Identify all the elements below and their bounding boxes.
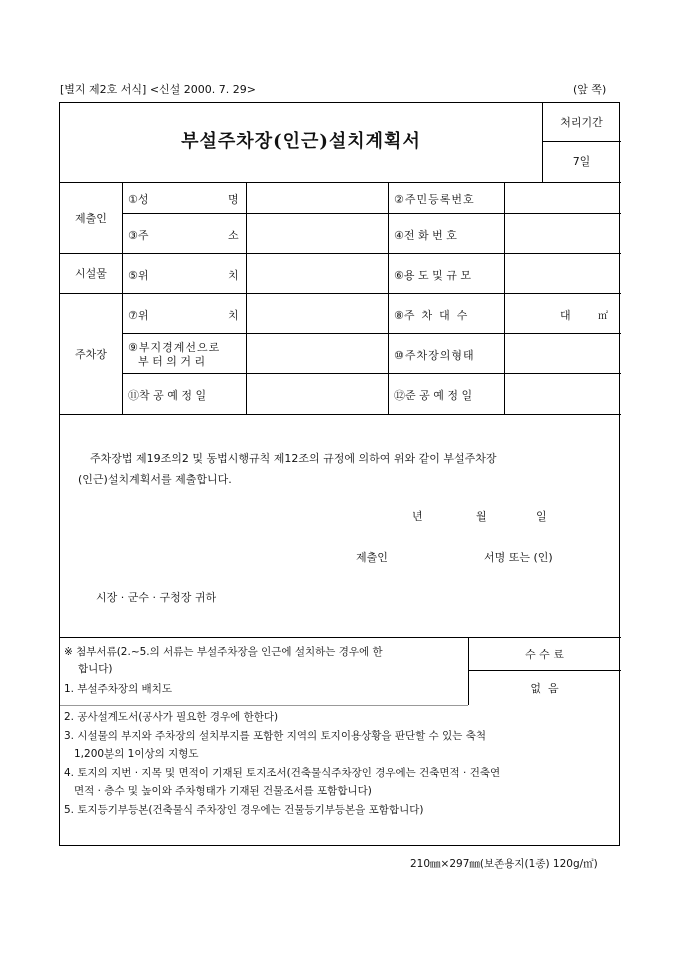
addressee: 시장 · 군수 · 구청장 귀하 (96, 591, 217, 604)
fee-label: 수 수 료 (525, 647, 564, 661)
date-year: 년 (412, 510, 423, 523)
completion-date-label: ⑫준 공 예 정 일 (394, 389, 473, 402)
use-scale-label: ⑥용 도 및 규 모 (394, 269, 471, 282)
page-side-label: (앞 쪽) (573, 83, 607, 96)
rrn-field[interactable] (505, 183, 620, 212)
processing-period-value: 7일 (572, 155, 591, 168)
attachment-item-4-line2: 면적 · 층수 및 높이와 주차형태가 기재된 건물조서를 포함합니다) (74, 785, 372, 797)
parking-location-label-a: ⑦위 (128, 309, 149, 322)
declaration-line2: (인근)설치계획서를 제출합니다. (78, 473, 232, 486)
facility-location-label-a: ⑤위 (128, 269, 149, 282)
section-applicant: 제출인 (75, 211, 107, 225)
distance-label-line1: ⑨부지경계선으로 (128, 341, 221, 354)
paper-spec-footer: 210㎜×297㎜(보존용지(1종) 120g/㎡) (410, 858, 598, 870)
attachment-item-4-line1: 4. 토지의 지번 · 지목 및 면적이 기재된 토지조서(건축물식주차장인 경우에는 건축면적 · 건축연 (64, 767, 501, 779)
attachment-item-3-line2: 1,200분의 1이상의 지형도 (74, 748, 199, 760)
fee-value: 없 음 (530, 681, 559, 695)
parking-location-field[interactable] (247, 294, 387, 332)
form-type-field[interactable] (505, 334, 620, 372)
processing-period-label: 처리기간 (560, 116, 603, 129)
address-field[interactable] (247, 214, 387, 252)
date-day: 일 (536, 510, 547, 523)
section-facility: 시설물 (75, 267, 107, 280)
name-label-b: 명 (228, 193, 239, 206)
attachment-item-1: 1. 부설주차장의 배치도 (64, 683, 172, 695)
attachment-item-5: 5. 토지등기부등본(건축물식 주차장인 경우에는 건물등기부등본을 포함합니다) (64, 804, 424, 816)
start-date-field[interactable] (247, 374, 387, 413)
application-form (59, 102, 620, 846)
form-type-label: ⑩주차장의형태 (394, 349, 475, 362)
form-reference: [별지 제2호 서식] <신설 2000. 7. 29> (60, 83, 256, 96)
attachments-heading-line1: ※ 첨부서류(2.~5.의 서류는 부설주차장을 인근에 설치하는 경우에 한 (64, 646, 383, 658)
start-date-label: ⑪착 공 예 정 일 (128, 389, 207, 402)
form-title: 부설주차장(인근)설치계획서 (181, 131, 421, 152)
name-field[interactable] (247, 183, 387, 212)
attachments-heading-line2: 합니다) (78, 663, 113, 675)
attachment-item-3-line1: 3. 시설물의 부지와 주차장의 설치부지를 포함한 지역의 토지이용상황을 판단할 수 있는 축척 (64, 730, 487, 742)
spaces-unit-area: ㎡ (598, 311, 608, 322)
use-scale-field[interactable] (505, 254, 620, 292)
completion-date-field[interactable] (505, 374, 620, 413)
distance-field[interactable] (247, 334, 387, 372)
parking-location-label-b: 치 (228, 309, 239, 322)
phone-label: ④전 화 번 호 (394, 229, 457, 242)
rrn-label: ②주민등록번호 (394, 193, 475, 206)
attachment-item-2: 2. 공사설계도서(공사가 필요한 경우에 한한다) (64, 711, 279, 723)
submitter-label: 제출인 (356, 551, 388, 564)
signature-label: 서명 또는 (인) (484, 551, 553, 564)
spaces-label: ⑧주 차 대 수 (394, 309, 468, 322)
name-label-a: ①성 (128, 193, 149, 206)
section-parking: 주차장 (75, 347, 107, 361)
date-month: 월 (476, 510, 487, 523)
address-label-a: ③주 (128, 229, 149, 242)
phone-field[interactable] (505, 214, 620, 252)
facility-location-label-b: 치 (228, 269, 239, 282)
distance-label-line2: 부 터 의 거 리 (138, 355, 206, 368)
spaces-unit-cars: 대 (560, 309, 571, 322)
facility-location-field[interactable] (247, 254, 387, 292)
declaration-line1: 주차장법 제19조의2 및 동법시행규칙 제12조의 규정에 의하여 위와 같이 부설주차장 (90, 452, 497, 465)
address-label-b: 소 (228, 229, 239, 242)
